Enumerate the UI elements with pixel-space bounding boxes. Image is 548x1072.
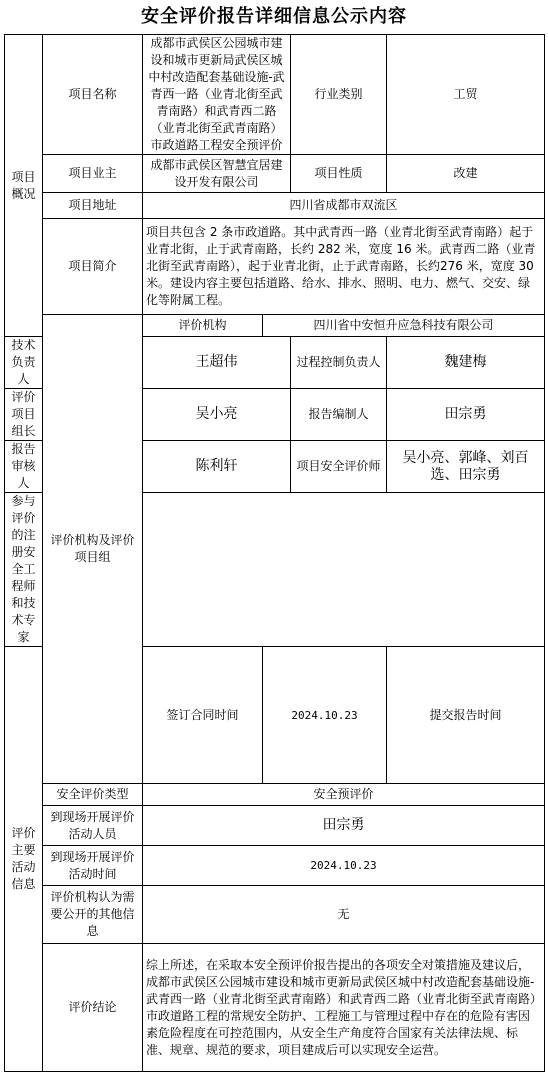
engineers-label: 参与评价的注册安全工程师和技术专家 <box>5 493 43 647</box>
site-staff-value: 田宗勇 <box>143 806 545 846</box>
conclusion-value: 综上所述，在采取本安全预评价报告提出的各项安全对策措施及建议后，成都市武侯区公园城市建设和城市更新局武侯区城中村改造配套基础设施-武青西一路（业青北街至武青南路）和武青西二路（业青北街至武青南路）市政道路工程的常规安全防护、工程施工与管理过程中存在的危险有害因素危险程度在可控范围内，从安全生产角度符合国家有关法律法规、标准、规章、规范的要求，项目建成后可以实现安全运营。 <box>143 944 545 1072</box>
team-lead-label: 评价项目组长 <box>5 389 43 441</box>
site-time-value: 2024.10.23 <box>143 846 545 886</box>
project-name-value: 成都市武侯区公园城市建设和城市更新局武侯区城中村改造配套基础设施-武青西一路（业青北街至武青南路）和武青西二路（业青北街至武青南路）市政道路工程安全预评价 <box>143 35 291 155</box>
intro-label: 项目简介 <box>43 219 143 315</box>
assessment-type-value: 安全预评价 <box>143 784 545 806</box>
site-staff-label: 到现场开展评价活动人员 <box>43 806 143 846</box>
team-lead-value: 吴小亮 <box>143 389 291 441</box>
report-author-value: 田宗勇 <box>387 389 545 441</box>
industry-value: 工贸 <box>387 35 545 155</box>
site-time-label: 到现场开展评价活动时间 <box>43 846 143 886</box>
reviewer-label: 报告审核人 <box>5 441 43 493</box>
other-info-value: 无 <box>143 886 545 944</box>
nature-value: 改建 <box>387 155 545 193</box>
agency-value: 四川省中安恒升应急科技有限公司 <box>263 315 545 337</box>
intro-value: 项目共包含 2 条市政道路。其中武青西一路（业青北街至武青南路）起于业青北街，止于武青南路，长约 282 米，宽度 16 米。武青西二路（业青北街至武青南路），起于业青北街，止于武青南路，长约276 米，宽度 30 米。建设内容主要包括道路、给水、排水、照明、电力、燃气、交安、绿化等附属工程。 <box>143 219 545 315</box>
owner-value: 成都市武侯区智慧宜居建设开发有限公司 <box>143 155 291 193</box>
reviewer-value: 陈利轩 <box>143 441 291 493</box>
process-lead-label: 过程控制负责人 <box>291 337 387 389</box>
address-label: 项目地址 <box>43 193 143 219</box>
assessors-value: 吴小亮、郭峰、刘百选、田宗勇 <box>387 441 545 493</box>
engineers-value <box>143 493 545 647</box>
contract-time-value: 2024.10.23 <box>263 647 387 784</box>
section-activity: 评价主要活动信息 <box>5 647 43 1072</box>
agency-label: 评价机构 <box>143 315 263 337</box>
address-value: 四川省成都市双流区 <box>143 193 545 219</box>
nature-label: 项目性质 <box>291 155 387 193</box>
industry-label: 行业类别 <box>291 35 387 155</box>
assessors-label: 项目安全评价师 <box>291 441 387 493</box>
section-overview: 项目概况 <box>5 35 43 337</box>
info-table <box>4 34 545 1072</box>
conclusion-label: 评价结论 <box>43 944 143 1072</box>
project-name-label: 项目名称 <box>43 35 143 155</box>
tech-lead-label: 技术负责人 <box>5 337 43 389</box>
page-title: 安全评价报告详细信息公示内容 <box>141 6 407 27</box>
section-agency: 评价机构及评价项目组 <box>43 315 143 784</box>
report-author-label: 报告编制人 <box>291 389 387 441</box>
process-lead-value: 魏建梅 <box>387 337 545 389</box>
tech-lead-value: 王超伟 <box>143 337 291 389</box>
contract-time-label: 签订合同时间 <box>143 647 263 784</box>
submit-time-label: 提交报告时间 <box>387 647 545 784</box>
owner-label: 项目业主 <box>43 155 143 193</box>
other-info-label: 评价机构认为需要公开的其他信息 <box>43 886 143 944</box>
assessment-type-label: 安全评价类型 <box>43 784 143 806</box>
